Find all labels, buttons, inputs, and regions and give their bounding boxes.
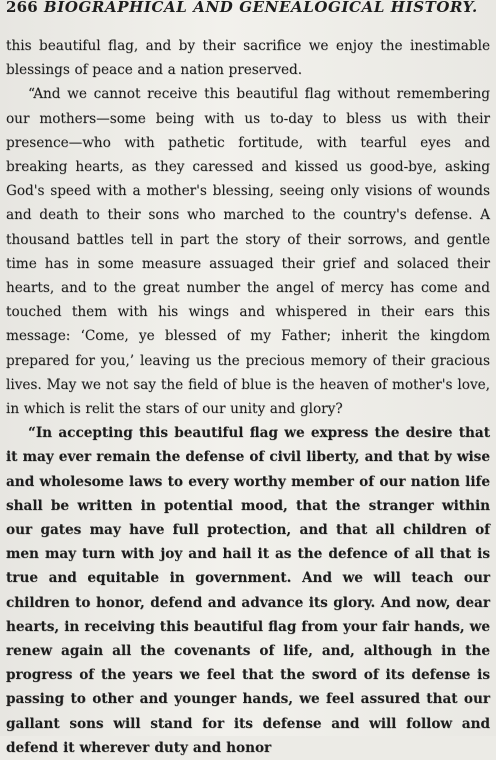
paragraph-1: this beautiful flag, and by their sacrifice we enjoy the inestimable blessings of peace and a nation preserved. <box>6 38 490 79</box>
page-number: 266 <box>6 0 38 16</box>
paragraph-2: “And we cannot receive this beautiful flag without remembering our mothers—some being with us to-day to bless us with their presence—who with pathetic fortitude, with tearful eyes and breaking hearts, as they caressed and kissed us good-bye, asking God's speed with a mother's blessing, seeing only visions of wounds and death to their sons who marched to the country's defense. A thousand battles tell in part the story of their sorrows, and gentle time has in some measure assuaged their grief and solaced their hearts, and to the great number the angel of mercy has come and touched them with his wings and whispered in their ears this message: ‘Come, ye blessed of my Father; inherit the kingdom prepared for you,’ leaving us the precious memory of their gracious lives. May we not say the field of blue is the heaven of mother's love, in which is relit the stars of our unity and glory? <box>6 86 490 418</box>
running-title: BIOGRAPHICAL AND GENEALOGICAL HISTORY. <box>43 0 478 16</box>
body-text <box>6 34 490 760</box>
paragraph-3: “In accepting this beautiful flag we express the desire that it may ever remain the defense of civil liberty, and that by wise and wholesome laws to every worthy member of our nation life shall be written in potential mood, that the stranger within our gates may have full protection, and that all children of men may turn with joy and hail it as the defence of all that is true and equitable in government. And we will teach our children to honor, defend and advance its glory. And now, dear hearts, in receiving this beautiful flag from your fair hands, we renew again all the covenants of life, and, although in the progress of the years we feel that the sword of its defense is passing to other and younger hands, we feel assured that our gallant sons will stand for its defense and will follow and defend it wherever duty and honor <box>6 425 490 756</box>
running-head <box>6 0 490 20</box>
